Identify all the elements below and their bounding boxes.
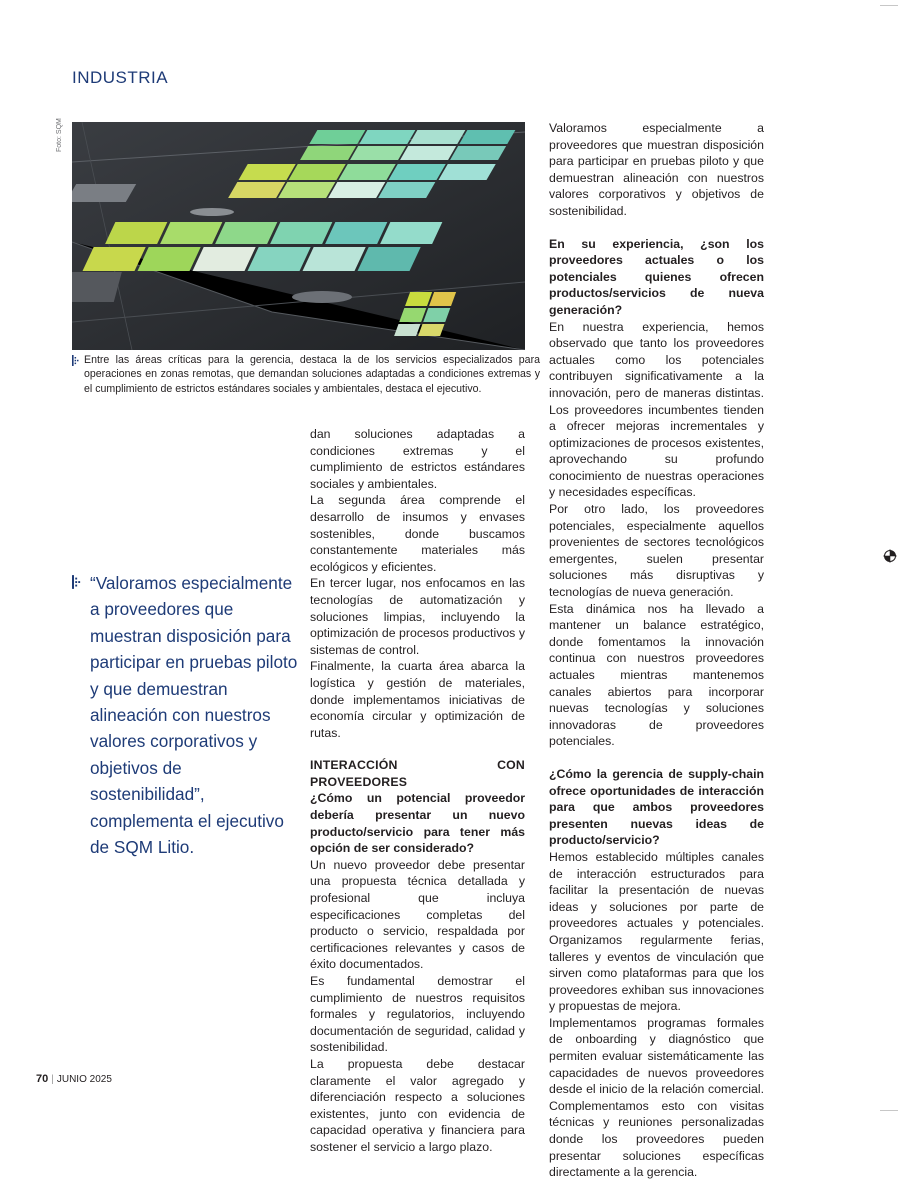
issue-date: JUNIO 2025 [56,1074,112,1085]
subheading: INTERACCIÓN CON PROVEEDORES [310,758,525,789]
caption-text: Entre las áreas críticas para la gerencia, destaca la de los servicios especializados para operaciones en zonas remotas, que demandan soluciones adaptadas a condiciones extremas y el cumplimiento de estrictos estándares sociales y ambientales, destaca el ejecutivo. [84,354,540,395]
registration-mark-icon [883,549,897,563]
crop-tick-top [880,5,898,6]
paragraph: Implementamos programas formales de onboarding y diagnóstico que permiten evaluar sistemáticamente las capacidades de nuevos proveedores desde el inicio de la relación comercial. Complementamos esto con visitas técnicas y reuniones personalizadas donde los proveedores pueden presentar soluciones específicas directamente a la gerencia. [549,1015,764,1180]
pull-quote-text: “Valoramos especialmente a proveedores que muestran disposición para participar en pruebas piloto y que demuestran alineación con nuestros valores corporativos y objetivos de sostenibilidad”, complementa el ejecutivo de SQM Litio. [90,573,298,858]
photo-credit: Foto: SQM [56,118,63,152]
interview-question: ¿Cómo un potencial proveedor debería presentar un nuevo producto/servicio para tener más opción de ser considerado? [310,791,525,856]
photo-caption [72,353,540,396]
page-number: 70 [36,1073,49,1085]
paragraph: Por otro lado, los proveedores potenciales, especialmente aquellos provenientes de sectores tecnológicos emergentes, suelen presentar soluciones más disruptivas y tecnologías de nueva generación. [549,502,764,600]
right-column [549,120,764,1181]
aerial-photo [72,122,525,350]
page-footer: 70 | JUNIO 2025 [36,1073,112,1085]
paragraph: La propuesta debe destacar claramente el valor agregado y diferenciación respecto a soluciones existentes, junto con evidencia de capacidad operativa y financiera para sostener el servicio a largo plazo. [310,1056,525,1154]
evaporation-ponds-illustration [72,122,525,350]
paragraph: dan soluciones adaptadas a condiciones extremas y el cumplimiento de estrictos estándares sociales y ambientales. [310,427,525,491]
interview-question: En su experiencia, ¿son los proveedores actuales o los potenciales quienes ofrecen productos/servicios de nueva generación? [549,236,764,317]
paragraph: En tercer lugar, nos enfocamos en las tecnologías de automatización y soluciones limpias, incluyendo la optimización de procesos productivos y sistemas de control. [310,576,525,657]
paragraph: Esta dinámica nos ha llevado a mantener un balance estratégico, donde fomentamos la innovación continua con nuestros proveedores actuales mientras mantenemos canales abiertos para incorporar nuevas tecnologías y soluciones innovadoras de proveedores potenciales. [549,601,764,749]
section-label: INDUSTRIA [72,68,169,87]
pull-quote [72,570,300,860]
paragraph: Un nuevo proveedor debe presentar una propuesta técnica detallada y profesional que incluya especificaciones completas del producto o servicio, respaldada por certificaciones relevantes y casos de éxito documentados. [310,857,525,972]
middle-column [310,426,525,1156]
bullet-arrow-icon [72,575,82,589]
interview-question: ¿Cómo la gerencia de supply-chain ofrece oportunidades de interacción para que ambos proveedores presenten nuevas ideas de producto/servicio? [549,766,764,848]
paragraph: Valoramos especialmente a proveedores que muestran disposición para participar en pruebas piloto y que demuestran alineación con nuestros valores corporativos y objetivos de sostenibilidad. [549,121,764,218]
paragraph: En nuestra experiencia, hemos observado que tanto los proveedores actuales como los potenciales contribuyen significativamente a la innovación, pero de maneras distintas. Los proveedores incumbentes tienden a ofrecer mejoras incrementales y optimizaciones de procesos existentes, aprovechando su profundo conocimiento de nuestras operaciones y necesidades específicas. [549,319,764,500]
paragraph: La segunda área comprende el desarrollo de insumos y envases sostenibles, donde buscamos constantemente materiales más ecológicos y eficientes. [310,493,525,574]
paragraph: Hemos establecido múltiples canales de interacción estructurados para facilitar la presentación de nuevas ideas y soluciones por parte de proveedores actuales y potenciales. Organizamos regularmente ferias, talleres y eventos de vinculación que sirven como plataformas para que los proveedores exhiban sus innovaciones y propuestas de mejora. [549,849,764,1014]
paragraph: Finalmente, la cuarta área abarca la logística y gestión de materiales, donde implementamos iniciativas de economía circular y optimización de rutas. [310,659,525,740]
crop-tick-bottom [880,1110,898,1111]
paragraph: Es fundamental demostrar el cumplimiento de nuestros requisitos formales y regulatorios, incluyendo documentación de seguridad, calidad y sostenibilidad. [310,974,525,1055]
bullet-arrow-icon [72,355,80,366]
